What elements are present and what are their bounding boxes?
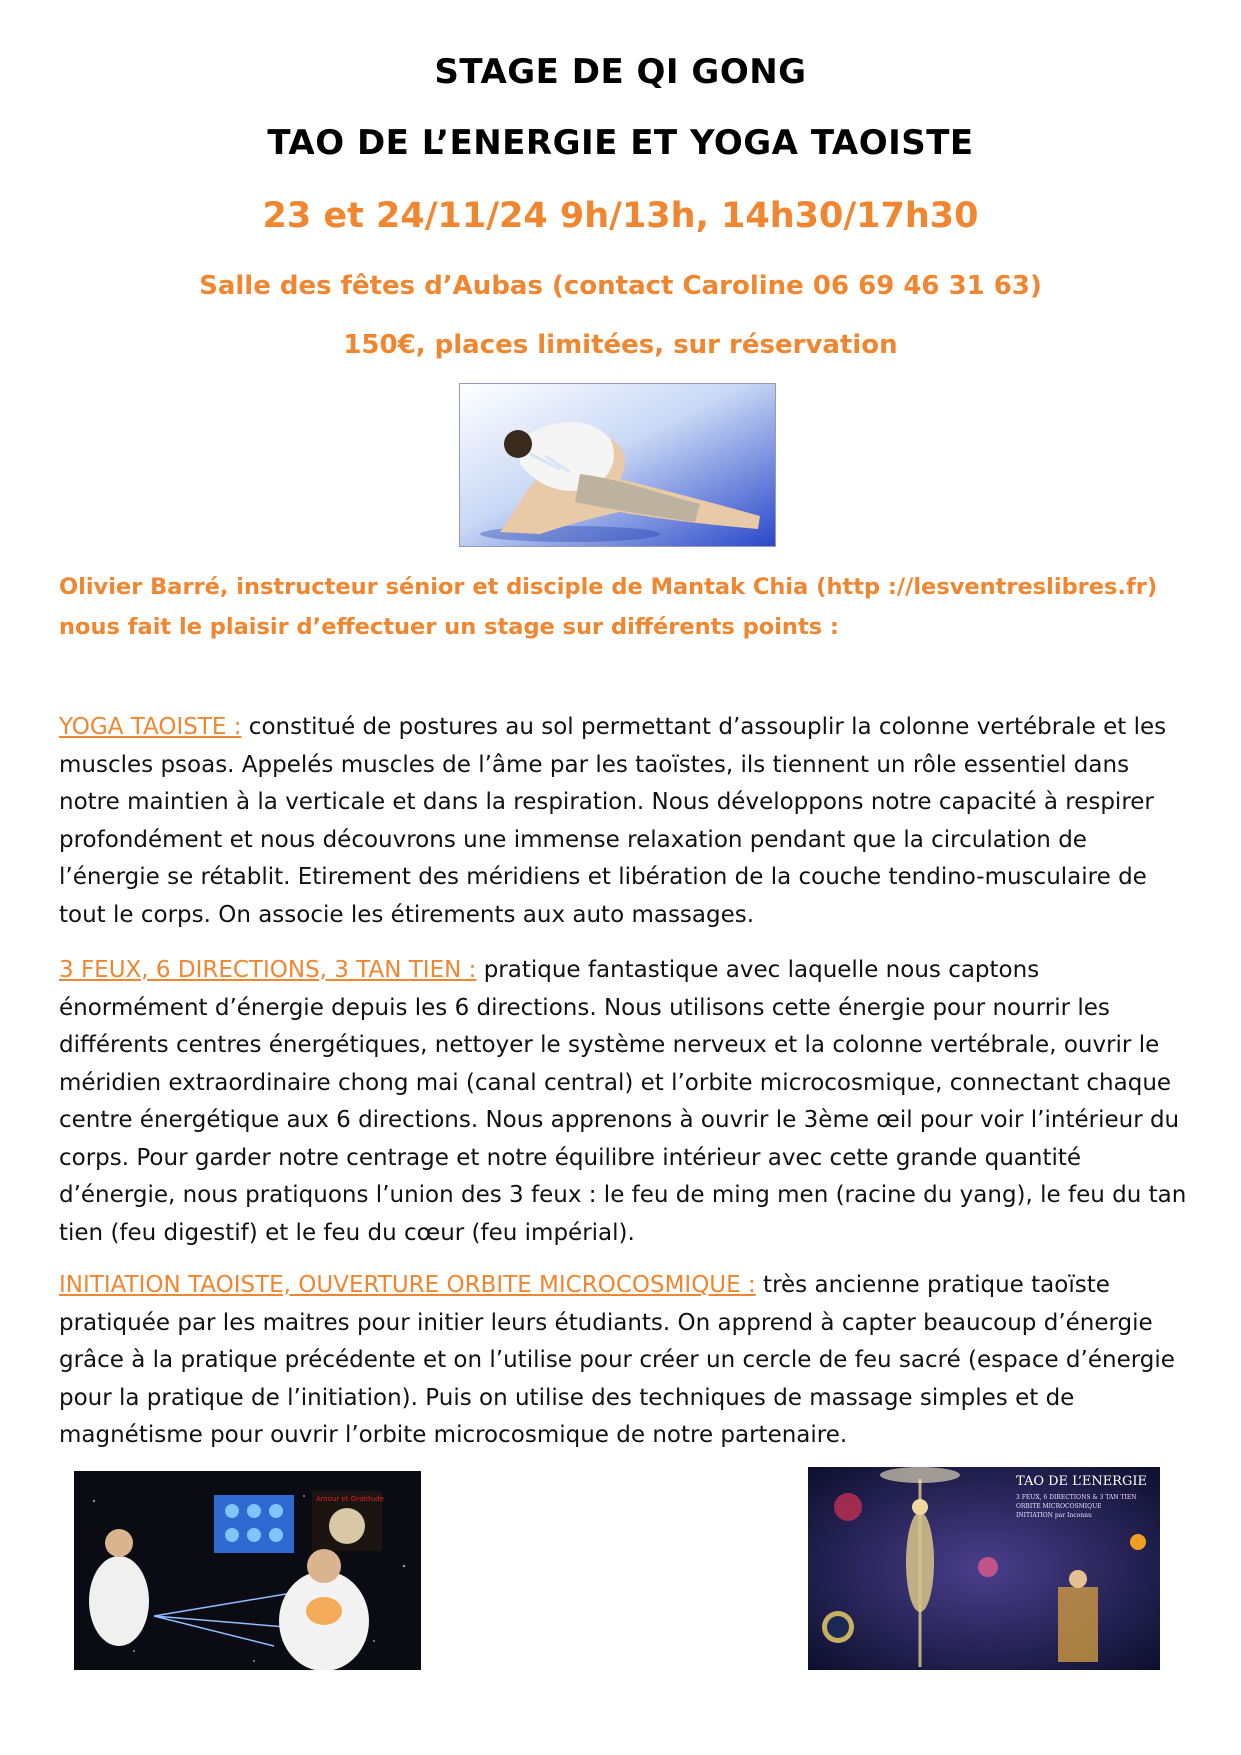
poster-line-2: ORBITE MICROCOSMIQUE [1016,1503,1102,1510]
poster-line-3: INITIATION par Inconnu [1016,1512,1092,1519]
section-yoga-taoiste [59,709,1189,934]
section-heading: YOGA TAOISTE : [59,714,242,740]
intro-text [59,567,1189,647]
tao-energy-poster-photo [808,1467,1160,1670]
section-body: très ancienne pratique taoïste pratiquée par les maitres pour initier leurs étudiants. On apprend à capter beaucoup d’énergie grâce à la pratique précédente et on l’utilise pour créer un cercle de feu sacré (espace d’énergie pour la pratique de l’initiation). Puis on utilise des techniques de massage simples et de magnétisme pour ouvrir l’orbite microcosmique de notre partenaire. [59,1272,1175,1448]
section-initiation [59,1267,1189,1455]
poster-title: TAO DE L’ENERGIE [1016,1474,1147,1489]
intro-line-1: Olivier Barré, instructeur sénior et disciple de Mantak Chia (http ://lesventreslibres.fr) [59,574,1158,600]
section-3-feux [59,952,1189,1252]
section-heading: 3 FEUX, 6 DIRECTIONS, 3 TAN TIEN : [59,957,477,983]
section-body: constitué de postures au sol permettant d’assouplir la colonne vertébrale et les muscles psoas. Appelés muscles de l’âme par les taoïstes, ils tiennent un rôle essentiel dans notre maintien à la verticale et dans la respiration. Nous développons notre capacité à respirer profondément et nous découvrons une immense relaxation pendant que la circulation de l’énergie se rétablit. Etirement des méridiens et libération de la couche tendino-musculaire de tout le corps. On associe les étirements aux auto massages. [59,714,1167,928]
collage-caption: Amour et Gratitude [316,1495,384,1503]
event-dates: 23 et 24/11/24 9h/13h, 14h30/17h30 [262,196,979,236]
event-price: 150€, places limitées, sur réservation [343,330,898,360]
intro-line-2: nous fait le plaisir d’effectuer un stage sur différents points : [59,614,839,640]
event-subtitle: TAO DE L’ENERGIE ET YOGA TAOISTE [267,123,974,163]
event-title: STAGE DE QI GONG [434,52,807,92]
poster-line-1: 3 FEUX, 6 DIRECTIONS & 3 TAN TIEN [1016,1494,1137,1501]
event-location: Salle des fêtes d’Aubas (contact Caroline 06 69 46 31 63) [199,271,1042,301]
meditation-collage-photo [74,1471,421,1670]
yoga-pose-photo [459,383,776,547]
section-heading: INITIATION TAOISTE, OUVERTURE ORBITE MICROCOSMIQUE : [59,1272,756,1298]
section-body: pratique fantastique avec laquelle nous captons énormément d’énergie depuis les 6 directions. Nous utilisons cette énergie pour nourrir les différents centres énergétiques, nettoyer le système nerveux et la colonne vertébrale, ouvrir le méridien extraordinaire chong mai (canal central) et l’orbite microcosmique, connectant chaque centre énergétique aux 6 directions. Nous apprenons à ouvrir le 3ème œil pour voir l’intérieur du corps. Pour garder notre centrage et notre équilibre intérieur avec cette grande quantité d’énergie, nous pratiquons l’union des 3 feux : le feu de ming men (racine du yang), le feu du tan tien (feu digestif) et le feu du cœur (feu impérial). [59,957,1187,1246]
